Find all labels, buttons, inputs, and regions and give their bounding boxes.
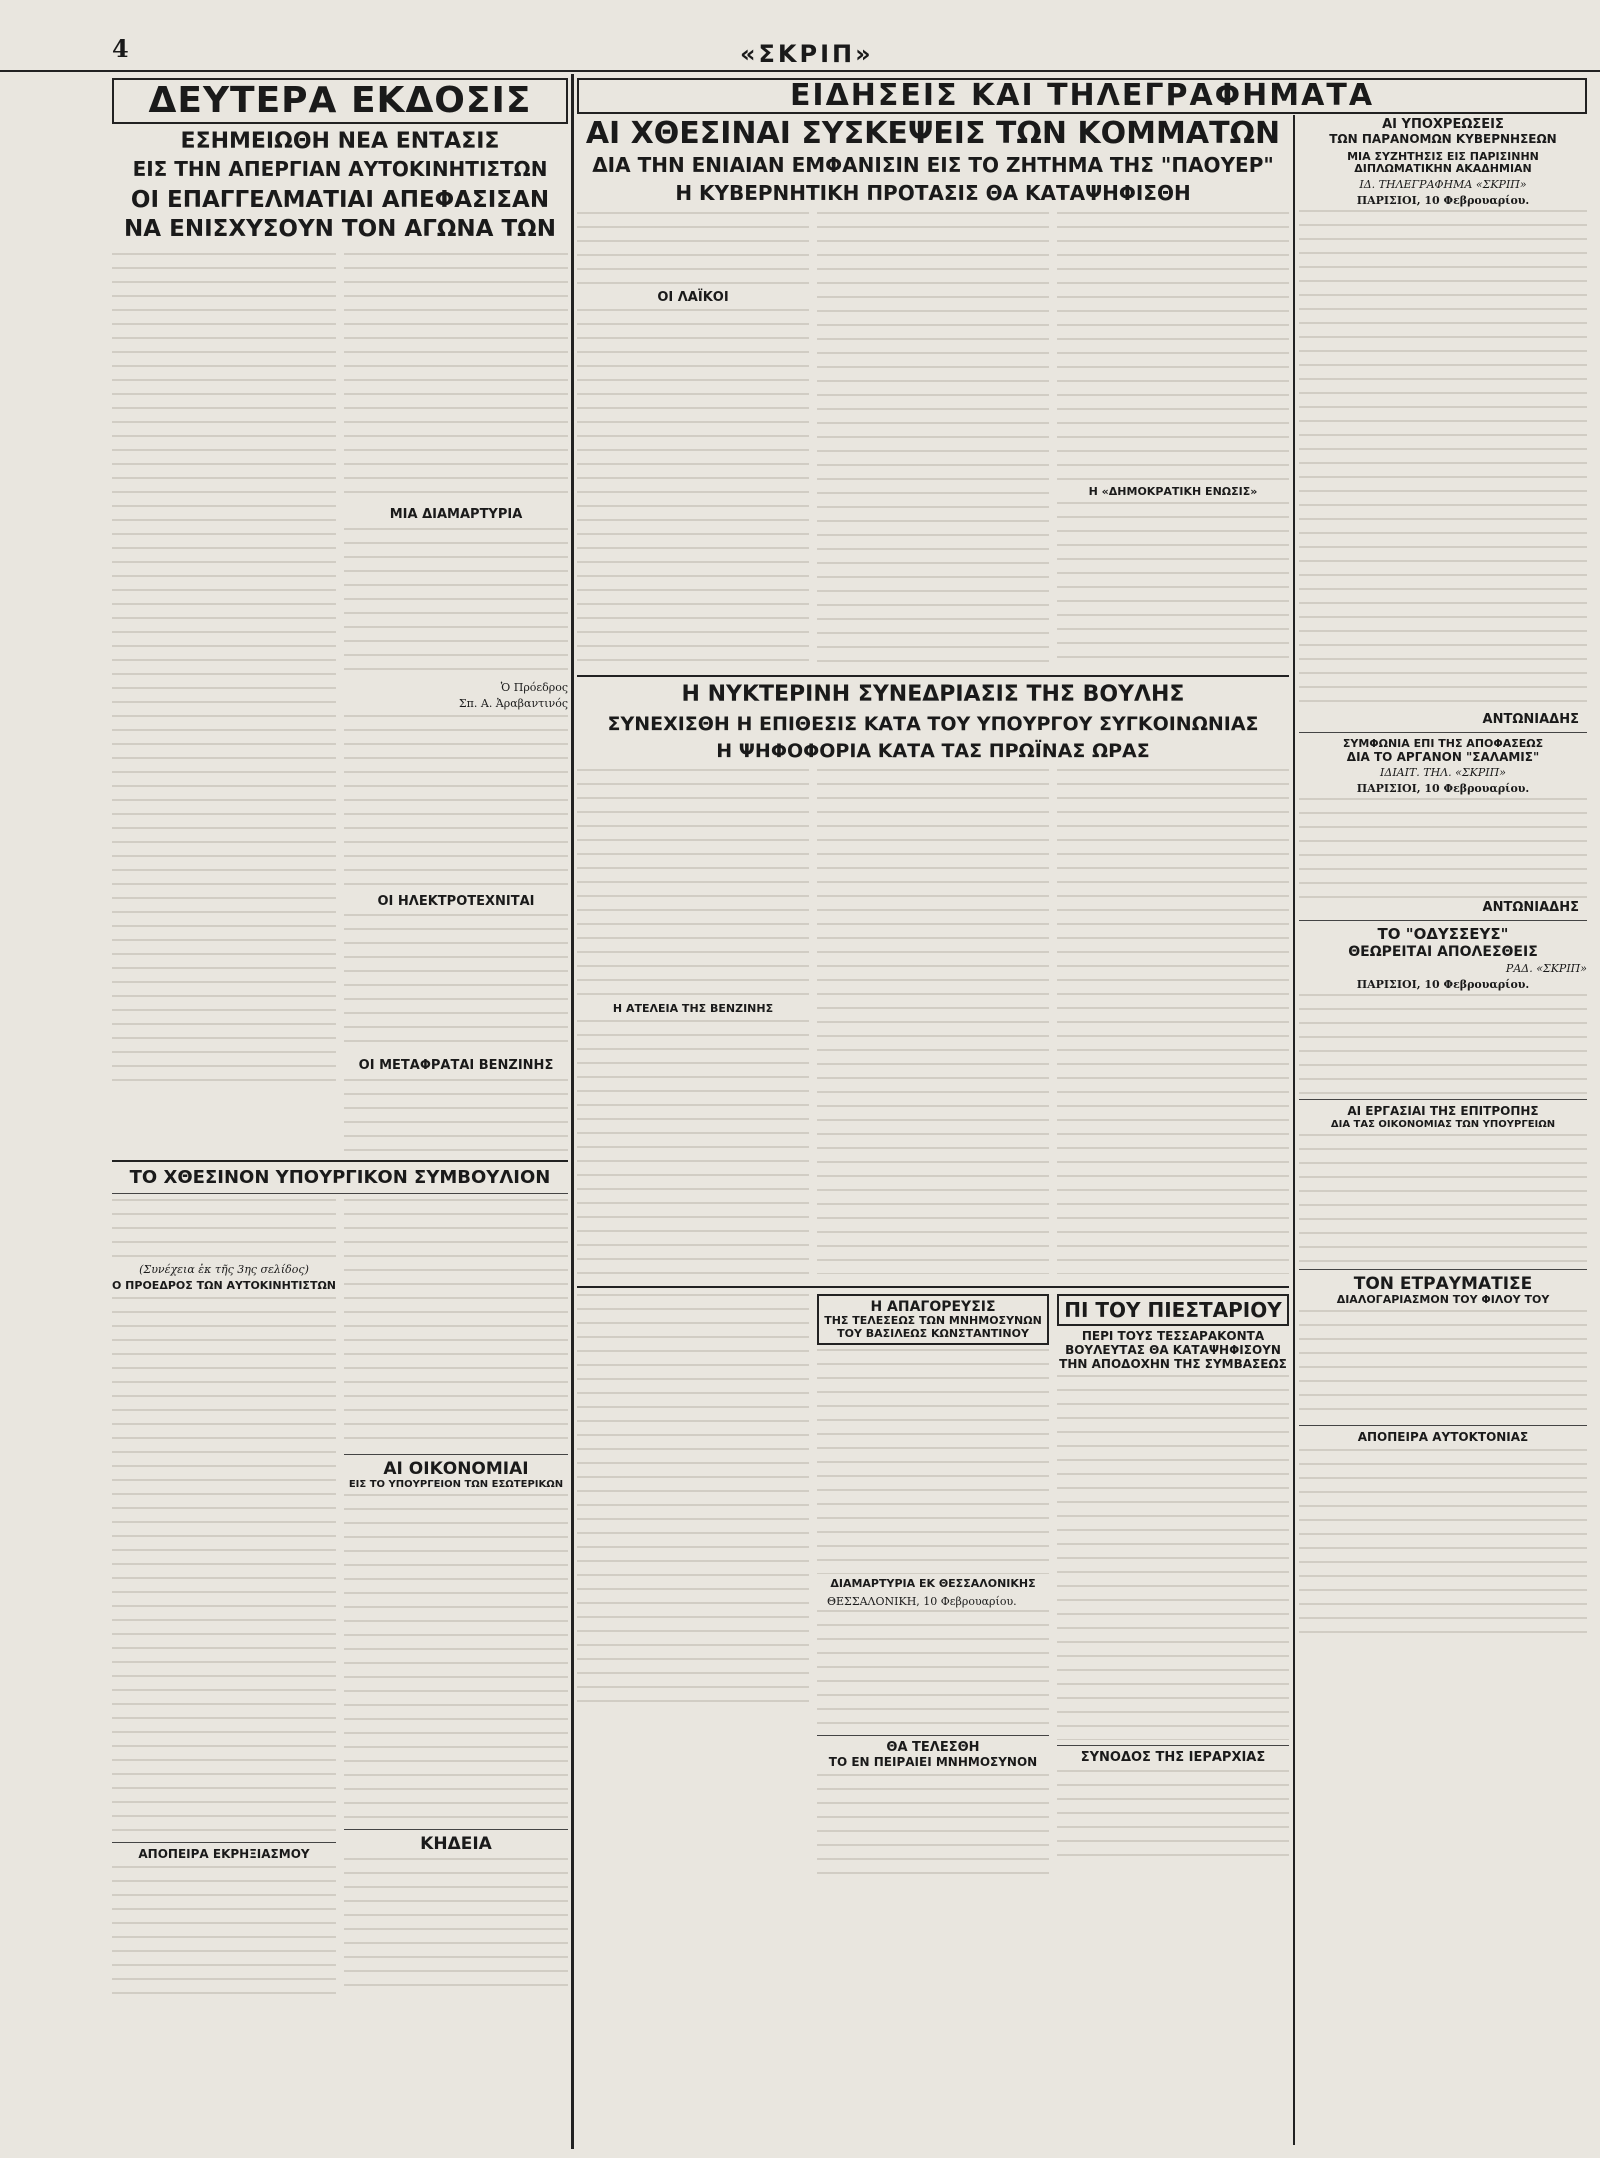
article-text [344, 528, 568, 678]
article-text [1057, 502, 1289, 662]
left-col-a [112, 253, 336, 1155]
left-lower-columns [112, 1199, 568, 2005]
pistarion-subhead-1: ΠΕΡΙ ΤΟΥΣ ΤΕΣΣΑΡΑΚΟΝΤΑ [1081, 1329, 1265, 1344]
article-text [112, 1297, 336, 1837]
ban-headline: Η ΑΠΑΓΟΡΕΥΣΙΣ [870, 1299, 996, 1316]
article-text [577, 1294, 809, 1714]
wounded-headline: ΤΟΝ ΕΤΡΑΥΜΑΤΙΣΕ [1353, 1274, 1533, 1295]
funeral-headline: ΚΗΔΕΙΑ [420, 1834, 492, 1855]
article-text [1299, 1134, 1587, 1264]
middle-lower-col-b [817, 1294, 1049, 1874]
parties-col-a [577, 212, 809, 670]
middle-banner-area [577, 78, 1587, 114]
thessaloniki-protest-headline: ΔΙΑΜΑΡΤΥΡΙΑ ΕΚ ΘΕΣΣΑΛΟΝΙΚΗΣ [830, 1577, 1036, 1591]
paris-dateline: ΠΑΡΙΣΙΟΙ, 10 Φεβρουαρίου. [1356, 782, 1530, 796]
night-session-vote: Η ΨΗΦΟΦΟΡΙΑ ΚΑΤΑ ΤΑΣ ΠΡΩΪΝΑΣ ΩΡΑΣ [716, 739, 1150, 762]
parties-col-b [817, 212, 1049, 670]
article-text [344, 1494, 568, 1824]
economies-subhead: ΕΙΣ ΤΟ ΥΠΟΥΡΓΕΙΟΝ ΤΩΝ ΕΣΩΤΕΡΙΚΩΝ [348, 1478, 564, 1490]
left-head-4: ΝΑ ΕΝΙΣΧΥΣΟΥΝ ΤΟΝ ΑΓΩΝΑ ΤΩΝ [124, 216, 556, 243]
committee-headline: ΑΙ ΕΡΓΑΣΙΑΙ ΤΗΣ ΕΠΙΤΡΟΠΗΣ [1347, 1103, 1539, 1118]
article-text [817, 1349, 1049, 1574]
pistarion-headline: ΠΙ ΤΟΥ ΠΙΕΣΤΑΡΙΟΥ [1064, 1298, 1282, 1323]
article-text [112, 1199, 336, 1259]
article-text [1057, 1375, 1289, 1740]
middle-banner-box [577, 78, 1587, 114]
article-text [577, 309, 809, 669]
odysseus-subhead: ΘΕΩΡΕΙΤΑΙ ΑΠΟΛΕΣΘΕΙΣ [1348, 943, 1538, 960]
left-col-b [344, 253, 568, 1155]
divider [1057, 1745, 1289, 1746]
subhead-electricians: ΟΙ ΗΛΕΚΤΡΟΤΕΧΝΙΤΑΙ [377, 893, 535, 909]
signer-name: Σπ. Α. Ἀραβαντινός [458, 696, 568, 710]
article-text [577, 1020, 809, 1280]
night-session-columns [577, 769, 1289, 1280]
page-number: 4 [112, 34, 129, 63]
night-col-b [817, 769, 1049, 1280]
parties-subhead: ΔΙΑ ΤΗΝ ΕΝΙΑΙΑΝ ΕΜΦΑΝΙΣΙΝ ΕΙΣ ΤΟ ΖΗΤΗΜΑ ΤΗΣ "ΠΑΟΥΕΡ" [592, 152, 1274, 177]
ban-subhead-2: ΤΟΥ ΒΑΣΙΛΕΩΣ ΚΩΝΣΤΑΝΤΙΝΟΥ [837, 1326, 1029, 1340]
salamis-headline: ΣΥΜΦΩΝΙΑ ΕΠΙ ΤΗΣ ΑΠΟΦΑΣΕΩΣ [1342, 737, 1544, 751]
ban-subhead-1: ΤΗΣ ΤΕΛΕΣΕΩΣ ΤΩΝ ΜΝΗΜΟΣΥΝΩΝ [824, 1314, 1042, 1328]
middle-lower-col-a [577, 1294, 809, 1874]
telegram-credit: ΙΔ. ΤΗΛΕΓΡΑΦΗΜΑ «ΣΚΡΙΠ» [1359, 178, 1527, 192]
subhead-protest: ΜΙΑ ΔΙΑΜΑΡΤΥΡΙΑ [389, 506, 523, 522]
signer-title: Ὁ Πρόεδρος [500, 680, 568, 694]
telegram-credit: ΙΔΙΑΙΤ. ΤΗΛ. «ΣΚΡΙΠ» [1380, 766, 1506, 780]
divider [112, 1160, 568, 1162]
night-col-c [1057, 769, 1289, 1280]
obligations-subhead-2: ΜΙΑ ΣΥΖΗΤΗΣΙΣ ΕΙΣ ΠΑΡΙΣΙΝΗΝ [1347, 149, 1539, 163]
pistarion-headline-box [1057, 1294, 1289, 1326]
explosion-attempt-headline: ΑΠΟΠΕΙΡΑ ΕΚΡΗΞΙΑΣΜΟΥ [138, 1846, 310, 1861]
left-section [112, 78, 568, 2148]
middle-section [577, 118, 1289, 2148]
article-text [344, 715, 568, 890]
divider [1299, 1425, 1587, 1426]
obligations-subhead-3: ΔΙΠΛΩΜΑΤΙΚΗΝ ΑΚΑΔΗΜΙΑΝ [1354, 162, 1532, 176]
pistarion-subhead-2: ΒΟΥΛΕΥΤΑΣ ΘΑ ΚΑΤΑΨΗΦΙΣΟΥΝ [1065, 1342, 1281, 1357]
divider [1299, 732, 1587, 733]
article-text [1299, 210, 1587, 710]
paris-dateline: ΠΑΡΙΣΙΟΙ, 10 Φεβρουαρίου. [1356, 977, 1530, 991]
article-text [817, 212, 1049, 667]
article-text [344, 1199, 568, 1449]
divider [1299, 1099, 1587, 1100]
left-banner: ΔΕΥΤΕΡΑ ΕΚΔΟΣΙΣ [148, 80, 532, 121]
article-text [112, 1866, 336, 2006]
article-text [577, 212, 809, 287]
left-head-2: ΕΙΣ ΤΗΝ ΑΠΕΡΓΙΑΝ ΑΥΤΟΚΙΝΗΤΙΣΤΩΝ [132, 156, 548, 181]
radio-credit: ΡΑΔ. «ΣΚΡΙΠ» [1505, 961, 1587, 975]
memorial-subhead: ΤΟ ΕΝ ΠΕΙΡΑΙΕΙ ΜΝΗΜΟΣΥΝΟΝ [828, 1755, 1038, 1769]
subhead-democratic-union: Η «ΔΗΜΟΚΡΑΤΙΚΗ ΕΝΩΣΙΣ» [1088, 484, 1258, 498]
obligations-headline: ΑΙ ΥΠΟΧΡΕΩΣΕΙΣ [1382, 118, 1504, 132]
article-text [817, 769, 1049, 1274]
right-section [1299, 118, 1587, 2148]
salamis-subhead: ΔΙΑ ΤΟ ΑΡΓΑΝΟΝ "ΣΑΛΑΜΙΣ" [1346, 749, 1540, 764]
article-text [1299, 1449, 1587, 1639]
committee-subhead: ΔΙΑ ΤΑΣ ΟΙΚΟΝΟΜΙΑΣ ΤΩΝ ΥΠΟΥΡΓΕΙΩΝ [1330, 1118, 1556, 1130]
paper-name: «ΣΚΡΙΠ» [740, 40, 874, 68]
parties-col-c [1057, 212, 1289, 670]
article-text [344, 914, 568, 1054]
left-article-columns [112, 253, 568, 1155]
middle-lower-columns [577, 1294, 1289, 1874]
divider [817, 1735, 1049, 1736]
article-text [1057, 212, 1289, 482]
article-text [1299, 994, 1587, 1094]
ban-headline-box [817, 1294, 1049, 1345]
article-text [817, 1774, 1049, 1874]
synod-headline: ΣΥΝΟΔΟΣ ΤΗΣ ΙΕΡΑΡΧΙΑΣ [1080, 1750, 1266, 1766]
continued-note: (Συνέχεια ἐκ τῆς 3ης σελίδος) [139, 1263, 309, 1277]
correspondent-signature: ΑΝΤΩΝΙΑΔΗΣ [1482, 712, 1579, 728]
article-text [344, 1858, 568, 1998]
obligations-subhead-1: ΤΩΝ ΠΑΡΑΝΟΜΩΝ ΚΥΒΕΡΝΗΣΕΩΝ [1329, 131, 1557, 146]
president-subhead: Ο ΠΡΟΕΔΡΟΣ ΤΩΝ ΑΥΤΟΚΙΝΗΤΙΣΤΩΝ [112, 1279, 337, 1293]
memorial-headline: ΘΑ ΤΕΛΕΣΘΗ [886, 1740, 980, 1756]
article-text [112, 253, 336, 1093]
wounded-subhead: ΔΙΑΛΟΓΑΡΙΑΣΜΟΝ ΤΟΥ ΦΙΛΟΥ ΤΟΥ [1336, 1292, 1550, 1306]
left-head-3: ΟΙ ΕΠΑΓΓΕΛΜΑΤΙΑΙ ΑΠΕΦΑΣΙΣΑΝ [130, 186, 550, 213]
odysseus-headline: ΤΟ "ΟΔΥΣΣΕΥΣ" [1377, 925, 1509, 944]
night-col-a [577, 769, 809, 1280]
middle-banner: ΕΙΔΗΣΕΙΣ ΚΑΙ ΤΗΛΕΓΡΑΦΗΜΑΤΑ [789, 78, 1375, 114]
left-lower-col-b [344, 1199, 568, 2005]
correspondent-signature: ΑΝΤΩΝΙΑΔΗΣ [1482, 900, 1579, 916]
masthead [0, 0, 1600, 72]
parties-headline: ΑΙ ΧΘΕΣΙΝΑΙ ΣΥΣΚΕΨΕΙΣ ΤΩΝ ΚΟΜΜΑΤΩΝ [585, 118, 1281, 151]
article-text [1299, 1310, 1587, 1420]
left-lower-col-a [112, 1199, 336, 2005]
article-text [1299, 798, 1587, 898]
article-text [344, 1079, 568, 1154]
article-text [1057, 1770, 1289, 1860]
council-headline: ΤΟ ΧΘΕΣΙΝΟΝ ΥΠΟΥΡΓΙΚΟΝ ΣΥΜΒΟΥΛΙΟΝ [129, 1167, 551, 1189]
vote-subhead: Η ΚΥΒΕΡΝΗΤΙΚΗ ΠΡΟΤΑΣΙΣ ΘΑ ΚΑΤΑΨΗΦΙΣΘΗ [675, 180, 1191, 205]
pistarion-subhead-3: ΤΗΝ ΑΠΟΔΟΧΗΝ ΤΗΣ ΣΥΜΒΑΣΕΩΣ [1059, 1356, 1287, 1371]
economies-headline: ΑΙ ΟΙΚΟΝΟΜΙΑΙ [383, 1459, 529, 1480]
divider [577, 1286, 1289, 1288]
middle-lower-col-c [1057, 1294, 1289, 1874]
divider [112, 1842, 336, 1843]
article-text [817, 1610, 1049, 1730]
divider [1299, 1269, 1587, 1270]
article-text [577, 769, 809, 999]
column-rule [571, 74, 574, 2149]
night-session-subhead: ΣΥΝΕΧΙΣΘΗ Η ΕΠΙΘΕΣΙΣ ΚΑΤΑ ΤΟΥ ΥΠΟΥΡΓΟΥ ΣΥΓΚΟΙΝΩΝΙΑΣ [607, 712, 1259, 735]
column-rule [1293, 115, 1295, 2145]
thessaloniki-dateline: ΘΕΣΣΑΛΟΝΙΚΗ, 10 Φεβρουαρίου. [827, 1595, 1017, 1609]
divider [112, 1193, 568, 1194]
suicide-attempt-headline: ΑΠΟΠΕΙΡΑ ΑΥΤΟΚΤΟΝΙΑΣ [1357, 1430, 1529, 1445]
divider [344, 1454, 568, 1455]
divider [344, 1829, 568, 1830]
subhead-petrol-carriers: ΟΙ ΜΕΤΑΦΡΑΤΑΙ ΒΕΝΖΙΝΗΣ [358, 1058, 554, 1074]
left-head-1: ΕΣΗΜΕΙΩΘΗ ΝΕΑ ΕΝΤΑΣΙΣ [180, 128, 500, 154]
left-banner-box [112, 78, 568, 124]
parties-columns [577, 212, 1289, 670]
divider [577, 675, 1289, 677]
night-session-headline: Η ΝΥΚΤΕΡΙΝΗ ΣΥΝΕΔΡΙΑΣΙΣ ΤΗΣ ΒΟΥΛΗΣ [681, 682, 1185, 708]
paris-dateline: ΠΑΡΙΣΙΟΙ, 10 Φεβρουαρίου. [1356, 194, 1530, 208]
article-text [1057, 769, 1289, 1274]
subhead-populists: ΟΙ ΛΑΪΚΟΙ [657, 289, 729, 305]
article-text [344, 253, 568, 503]
subhead-petrol-exemption: Η ΑΤΕΛΕΙΑ ΤΗΣ ΒΕΝΖΙΝΗΣ [612, 1002, 774, 1016]
divider [1299, 920, 1587, 921]
